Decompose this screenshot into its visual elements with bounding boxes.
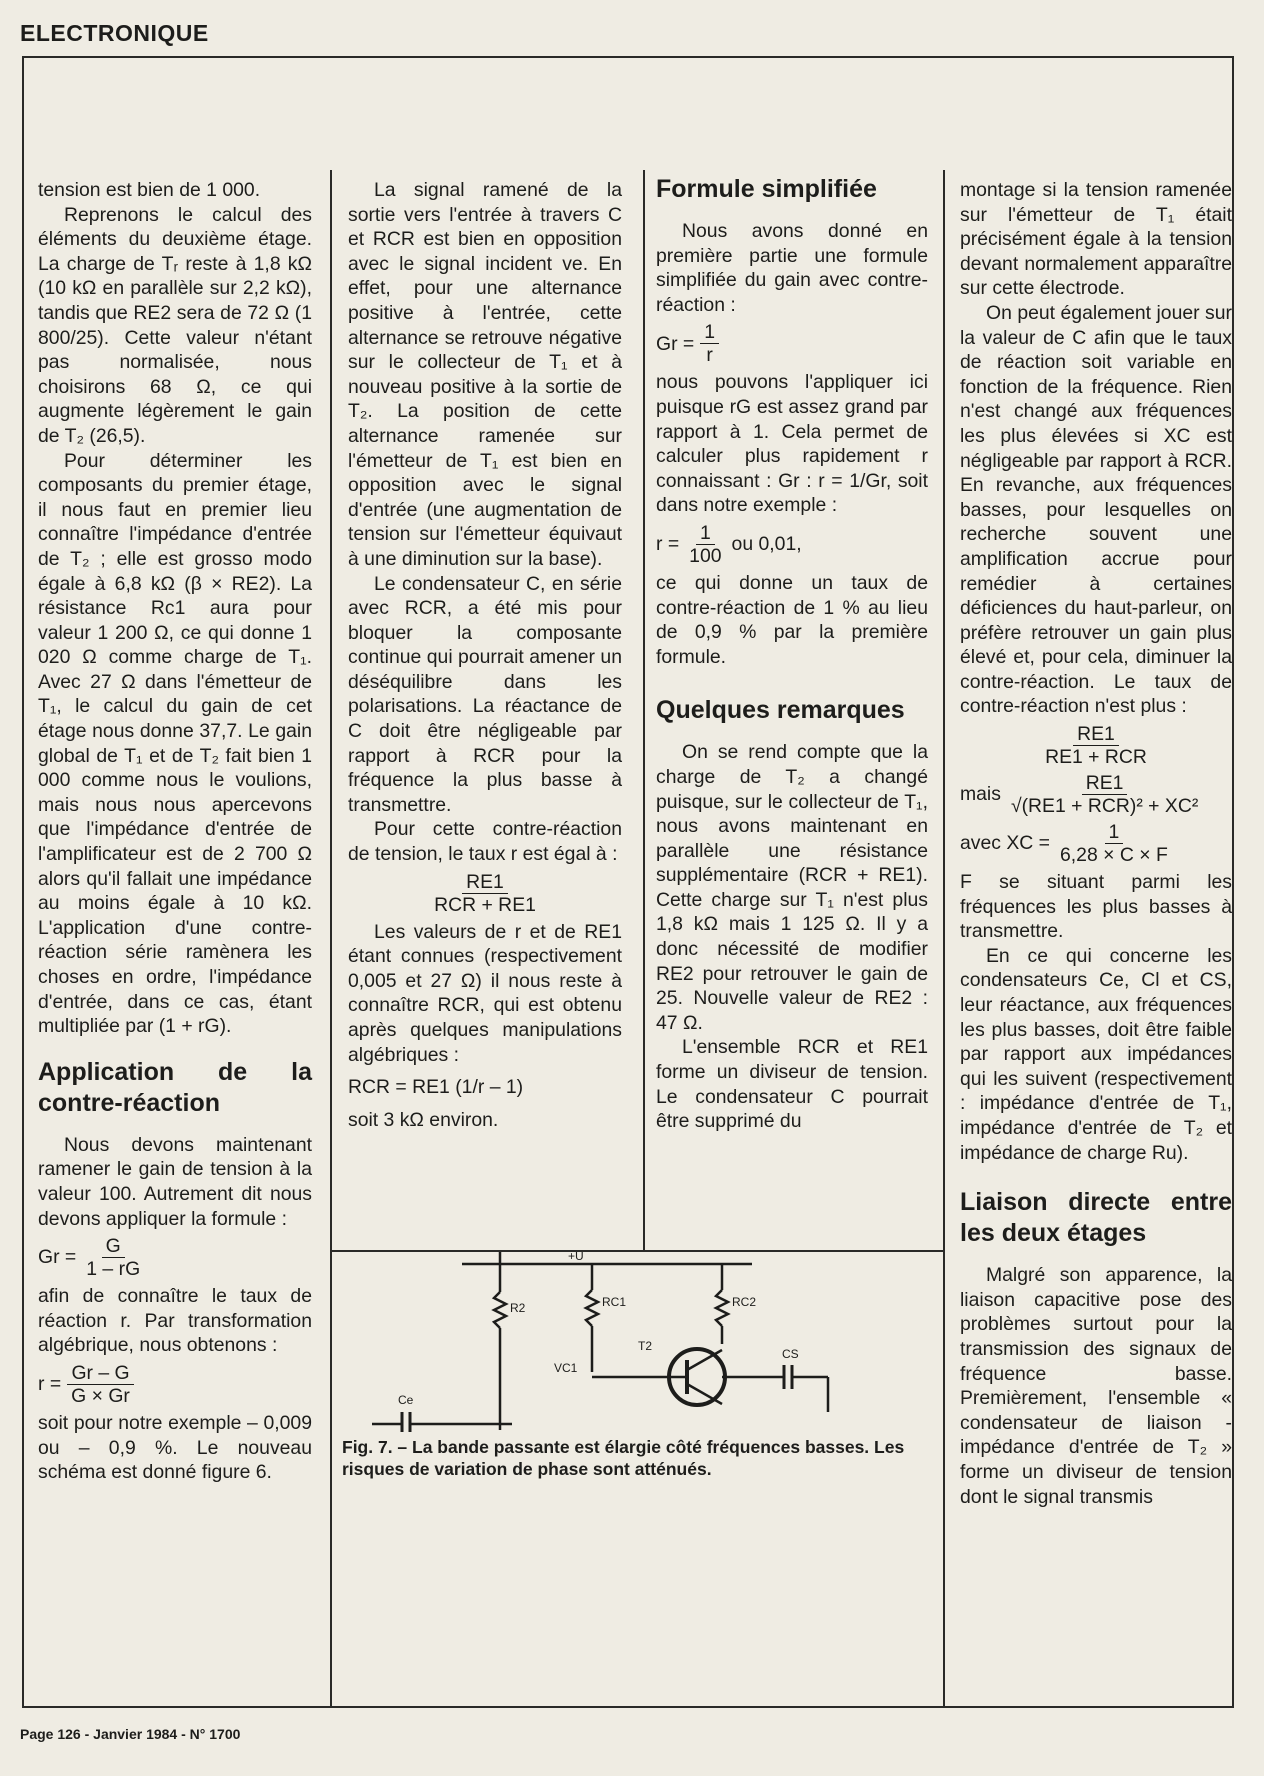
denominator: r xyxy=(706,344,713,367)
label-rc1: RC1 xyxy=(602,1295,627,1309)
figure-caption: Fig. 7. – La bande passante est élargie côté fréquences basses. Les risques de variation de phase sont atténués. xyxy=(342,1437,905,1479)
label-vc1: VC1 xyxy=(554,1361,578,1375)
numerator: Gr – G xyxy=(67,1362,133,1385)
paragraph: Le condensateur C, en série avec RCR, a été mis pour bloquer la composante continue qui pourrait amener un déséquilibre dans les polarisations. La réactance de C doit être négligeable par rapport à RCR pour la fréquence la plus basse à transmettre. xyxy=(348,572,622,816)
fraction xyxy=(1056,821,1172,866)
numerator: RE1 xyxy=(1082,772,1128,795)
denominator: RCR + RE1 xyxy=(434,893,536,916)
resistor-r2 xyxy=(494,1292,506,1328)
formula-lhs: Gr = xyxy=(656,332,695,355)
paragraph: Pour déterminer les composants du premier étage, il nous faut en premier lieu connaître l'impédance d'entrée de T₂ ; elle est grosso modo égale à 6,8 kΩ (β × RE2). La résistance Rc1 aura pour valeur 1 200 Ω, ce qui donne 1 020 Ω comme charge de T₁. Avec 27 Ω dans l'émetteur de T₁, le calcul du gain de cet étage nous donne 37,7. Le gain global de T₁ et de T₂ fait bien 1 000 comme nous le voulions, mais nous nous apercevons que l'impédance d'entrée de l'amplificateur est de 2 700 Ω alors qu'il fallait une impédance au moins égale à 10 kΩ. L'application d'une contre-réaction série ramènera les choses en ordre, l'impédance d'entrée, dans ce cas, étant multipliée par (1 + rG). xyxy=(38,449,312,1038)
denominator: G × Gr xyxy=(71,1384,130,1407)
numerator: RE1 xyxy=(1073,723,1119,746)
paragraph: Les valeurs de r et de RE1 étant connues (respectivement 0,005 et 27 Ω) il nous reste à connaître RCR, qui est obtenu après quelques manipulations algébriques : xyxy=(348,920,622,1066)
fraction xyxy=(82,1235,144,1280)
numerator: RE1 xyxy=(462,871,508,894)
label-r2: R2 xyxy=(510,1301,526,1315)
paragraph: tension est bien de 1 000. xyxy=(38,179,261,201)
column-3 xyxy=(656,170,928,1134)
paragraph: afin de connaître le taux de réaction r. Par transformation algébrique, nous obtenons : xyxy=(38,1285,312,1357)
denominator: 1 – rG xyxy=(86,1258,141,1281)
denominator: √(RE1 + RCR)² + XC² xyxy=(1010,795,1199,818)
denominator: 6,28 × C × F xyxy=(1060,844,1168,867)
column-divider-3 xyxy=(943,170,945,1708)
label-t2: T2 xyxy=(638,1339,653,1353)
formula-ratio xyxy=(38,1362,312,1407)
paragraph: nous pouvons l'appliquer ici puisque rG est assez grand par rapport à 1. Cela permet de calculer plus rapidement r connaissant : Gr : r = 1/Gr, soit dans notre exemple : xyxy=(656,371,928,517)
fraction xyxy=(685,522,725,567)
paragraph: Nous avons donné en première partie une formule simplifiée du gain avec contre-réaction : xyxy=(656,220,928,316)
formula-rhs: ou 0,01, xyxy=(731,533,802,556)
formula-simplified xyxy=(656,321,928,366)
section-heading: Application de la contre-réaction xyxy=(38,1057,312,1117)
paragraph: En ce qui concerne les condensateurs Ce, Cl et CS, leur réactance, aux fréquences les plus basses, doit être faible par rapport aux impédances qui les suivent (respectivement : impédance d'entrée de T₁, impédance d'entrée de T₂ et impédance de charge Ru). xyxy=(960,944,1232,1164)
section-heading: Quelques remarques xyxy=(656,696,905,725)
fraction xyxy=(430,871,540,916)
formula-rate xyxy=(348,871,622,916)
formula-lhs: r = xyxy=(38,1373,62,1396)
paragraph: Reprenons le calcul des éléments du deuxième étage. La charge de Tᵣ reste à 1,8 kΩ (10 kΩ en parallèle sur 2,2 kΩ), tandis que RE2 sera de 72 Ω (1 800/25). Cette valeur n'étant pas normalisée, nous choisirons 68 Ω, ce qui augmente légèrement le gain de T₂ (26,5). xyxy=(38,203,312,447)
column-divider-1 xyxy=(330,170,332,1252)
denominator: RE1 + RCR xyxy=(1045,746,1147,769)
formula-lhs: r = xyxy=(656,533,680,556)
section-heading: Liaison directe entre les deux étages xyxy=(960,1188,1232,1248)
paragraph: Malgré son apparence, la liaison capacitive pose des problèmes surtout pour la transmission des signaux de fréquence basse. Premièrement, l'ensemble « condensateur de liaison - impédance d'entrée de T₂ » forme un diviseur de tension dont le signal transmis xyxy=(960,1264,1232,1508)
column-4 xyxy=(960,178,1232,1509)
label-rc2: RC2 xyxy=(732,1295,757,1309)
denominator: 100 xyxy=(689,544,722,567)
resistor-rc2 xyxy=(716,1290,728,1326)
page-footer: Page 126 - Janvier 1984 - N° 1700 xyxy=(20,1726,241,1742)
formula-rate-plain xyxy=(960,723,1232,768)
paragraph: soit pour notre exemple – 0,009 ou – 0,9 %. Le nouveau schéma est donné figure 6. xyxy=(38,1411,312,1484)
formula-lhs: Gr = xyxy=(38,1246,77,1269)
formula-lhs: avec XC = xyxy=(960,832,1050,855)
numerator: 1 xyxy=(1105,821,1124,844)
paragraph: On se rend compte que la charge de T₂ a changé puisque, sur le collecteur de T₁, nous avons maintenant en parallèle une résistance supplémentaire (RCR + RE1). Cette charge sur T₁ n'est plus 1,8 kΩ mais 1 125 Ω. Il y a donc nécessité de modifier RE2 pour retrouver le gain de 25. Nouvelle valeur de RE2 : 47 Ω. xyxy=(656,741,928,1034)
paragraph: On peut également jouer sur la valeur de C afin que le taux de réaction soit variable en fonction de la fréquence. Rien n'est changé aux fréquences les plus élevées si XC est négligeable par rapport à RCR. En revanche, aux fréquences basses, pour lesquelles on recherche souvent une amplification accrue pour remédier à certaines déficiences du haut-parleur, on préfère retrouver un gain plus élevé et, pour cela, diminuer la contre-réaction. Le taux de contre-réaction n'est plus : xyxy=(960,301,1232,718)
paragraph: Nous devons maintenant ramener le gain de tension à la valeur 100. Autrement dit nous devons appliquer la formule : xyxy=(38,1133,312,1230)
label-ce: Ce xyxy=(398,1393,414,1407)
formula-reactance xyxy=(960,821,1232,866)
paragraph: montage si la tension ramenée sur l'émetteur de T₁ était précisément égale à la tension devant normalement apparaître sur cette électrode. xyxy=(960,179,1232,300)
formula-lhs: mais xyxy=(960,783,1001,806)
section-heading: Formule simplifiée xyxy=(656,175,877,203)
circuit-diagram-lower xyxy=(332,1432,942,1434)
paragraph: La signal ramené de la sortie vers l'entrée à travers C et RCR est bien en opposition avec le signal incident ve. En effet, pour une alternance positive à l'entrée, cette alternance se retrouve négative sur le collecteur de T₁ et à nouveau positive à la sortie de T₂. La position de cette alternance ramenée sur l'émetteur de T₁ est bien en opposition avec le signal d'entrée (une augmentation de tension sur l'émetteur équivaut à une diminution sur la base). xyxy=(348,179,622,570)
numerator: 1 xyxy=(700,321,719,344)
column-1 xyxy=(38,178,312,1485)
fraction xyxy=(1007,772,1202,817)
formula-rate-reactance xyxy=(960,772,1232,817)
fraction xyxy=(1041,723,1151,768)
fraction xyxy=(700,321,719,366)
label-supply: +U xyxy=(568,1252,584,1263)
resistor-rc1 xyxy=(586,1290,598,1326)
section-header: ELECTRONIQUE xyxy=(20,20,209,46)
paragraph: L'ensemble RCR et RE1 forme un diviseur de tension. Le condensateur C pourrait être supprimé du xyxy=(656,1036,928,1133)
column-2 xyxy=(348,178,622,1132)
circuit-diagram xyxy=(332,1252,942,1432)
paragraph: Pour cette contre-réaction de tension, le taux r est égal à : xyxy=(348,818,622,866)
label-cs: CS xyxy=(782,1347,799,1361)
fraction xyxy=(67,1362,134,1407)
paragraph: F se situant parmi les fréquences les plus basses à transmettre. xyxy=(960,871,1232,943)
column-divider-2 xyxy=(643,170,645,1252)
paragraph: ce qui donne un taux de contre-réaction de 1 % au lieu de 0,9 % par la première formule. xyxy=(656,571,928,668)
numerator: 1 xyxy=(696,522,715,545)
paragraph: soit 3 kΩ environ. xyxy=(348,1108,499,1131)
numerator: G xyxy=(102,1235,125,1258)
formula-example xyxy=(656,522,928,567)
formula-rcr: RCR = RE1 (1/r – 1) xyxy=(348,1076,524,1099)
formula-gain xyxy=(38,1235,312,1280)
